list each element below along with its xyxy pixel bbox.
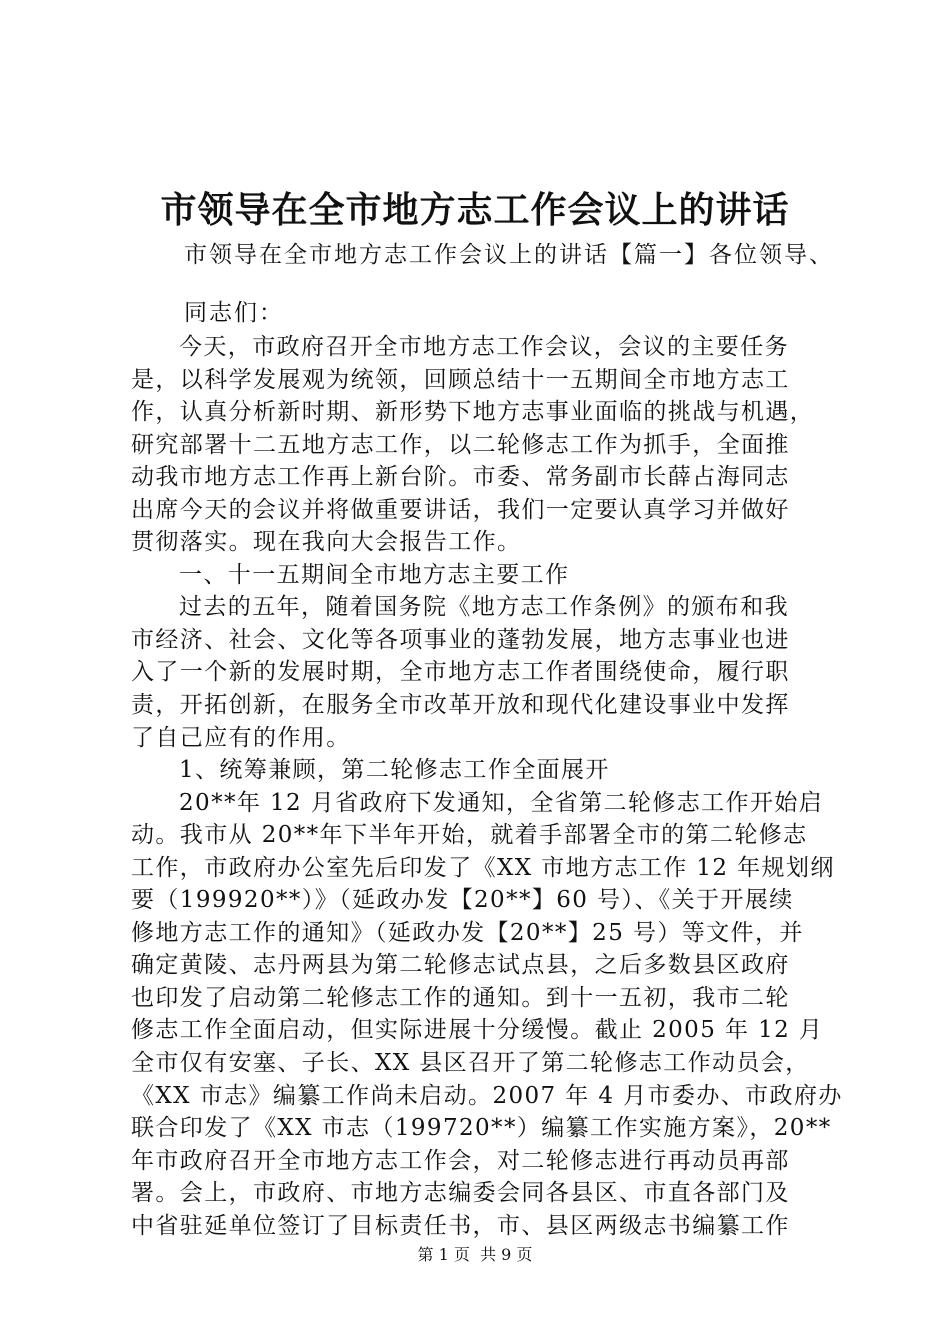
body-line: 动。我市从 20**年下半年开始，就着手部署全市的第二轮修志 <box>131 822 808 849</box>
body-line: 今天，市政府召开全市地方志工作会议，会议的主要任务 <box>179 334 789 360</box>
body-line: 《XX 市志》编纂工作尚未启动。2007 年 4 月市委办、市政府办 <box>131 1082 843 1109</box>
body-line: 市经济、社会、文化等各项事业的蓬勃发展，地方志事业也进 <box>131 626 790 653</box>
body-line: 研究部署十二五地方志工作，以二轮修志工作为抓手，全面推 <box>131 431 790 458</box>
body-line: 动我市地方志工作再上新台阶。市委、常务副市长薛占海同志 <box>131 464 790 491</box>
body-line: 一、十一五期间全市地方志主要工作 <box>179 561 570 588</box>
body-line: 20**年 12 月省政府下发通知，全省第二轮修志工作开始启 <box>179 789 824 816</box>
page-total: 共 9 页 <box>480 1245 533 1264</box>
document-title: 市领导在全市地方志工作会议上的讲话 <box>160 189 790 231</box>
body-line: 贯彻落实。现在我向大会报告工作。 <box>131 529 522 556</box>
body-line: 作，认真分析新时期、新形势下地方志事业面临的挑战与机遇， <box>131 399 815 426</box>
body-line: 修志工作全面启动，但实际进展十分缓慢。截止 2005 年 12 月 <box>131 1017 824 1044</box>
body-line: 工作，市政府办公室先后印发了《XX 市地方志工作 12 年规划纲 <box>131 854 835 881</box>
body-line: 年市政府召开全市地方志工作会，对二轮修志进行再动员再部 <box>131 1147 790 1174</box>
body-line: 要（199920**）》（延政办发【20**】60 号）、《关于开展续 <box>131 887 794 914</box>
body-line: 1、统筹兼顾，第二轮修志工作全面展开 <box>179 757 610 784</box>
body-line: 确定黄陵、志丹两县为第二轮修志试点县，之后多数县区政府 <box>131 952 790 979</box>
body-line: 全市仅有安塞、子长、XX 县区召开了第二轮修志工作动员会， <box>131 1050 810 1077</box>
body-line: 修地方志工作的通知》（延政办发【20**】25 号）等文件，并 <box>131 919 804 946</box>
body-line: 了自己应有的作用。 <box>131 724 351 751</box>
body-line: 责，开拓创新，在服务全市改革开放和现代化建设事业中发挥 <box>131 692 790 719</box>
body-line: 是，以科学发展观为统领，回顾总结十一五期间全市地方志工 <box>131 366 790 393</box>
body-line: 出席今天的会议并将做重要讲话，我们一定要认真学习并做好 <box>131 496 790 523</box>
body-line: 也印发了启动第二轮修志工作的通知。到十一五初，我市二轮 <box>131 984 790 1011</box>
body-line: 署。会上，市政府、市地方志编委会同各县区、市直各部门及 <box>131 1180 790 1207</box>
body-line: 入了一个新的发展时期，全市地方志工作者围绕使命，履行职 <box>131 659 790 686</box>
body-text <box>131 331 843 1242</box>
greeting-line: 同志们： <box>184 300 284 326</box>
page-footer <box>0 1244 950 1266</box>
body-line: 联合印发了《XX 市志（199720**）编纂工作实施方案》，20** <box>131 1115 832 1142</box>
document-subtitle: 市领导在全市地方志工作会议上的讲话【篇一】各位领导、 <box>184 242 834 268</box>
page-number: 第 1 页 <box>417 1245 470 1264</box>
body-line: 中省驻延单位签订了目标责任书，市、县区两级志书编纂工作 <box>131 1212 790 1239</box>
body-line: 过去的五年，随着国务院《地方志工作条例》的颁布和我 <box>179 594 789 621</box>
